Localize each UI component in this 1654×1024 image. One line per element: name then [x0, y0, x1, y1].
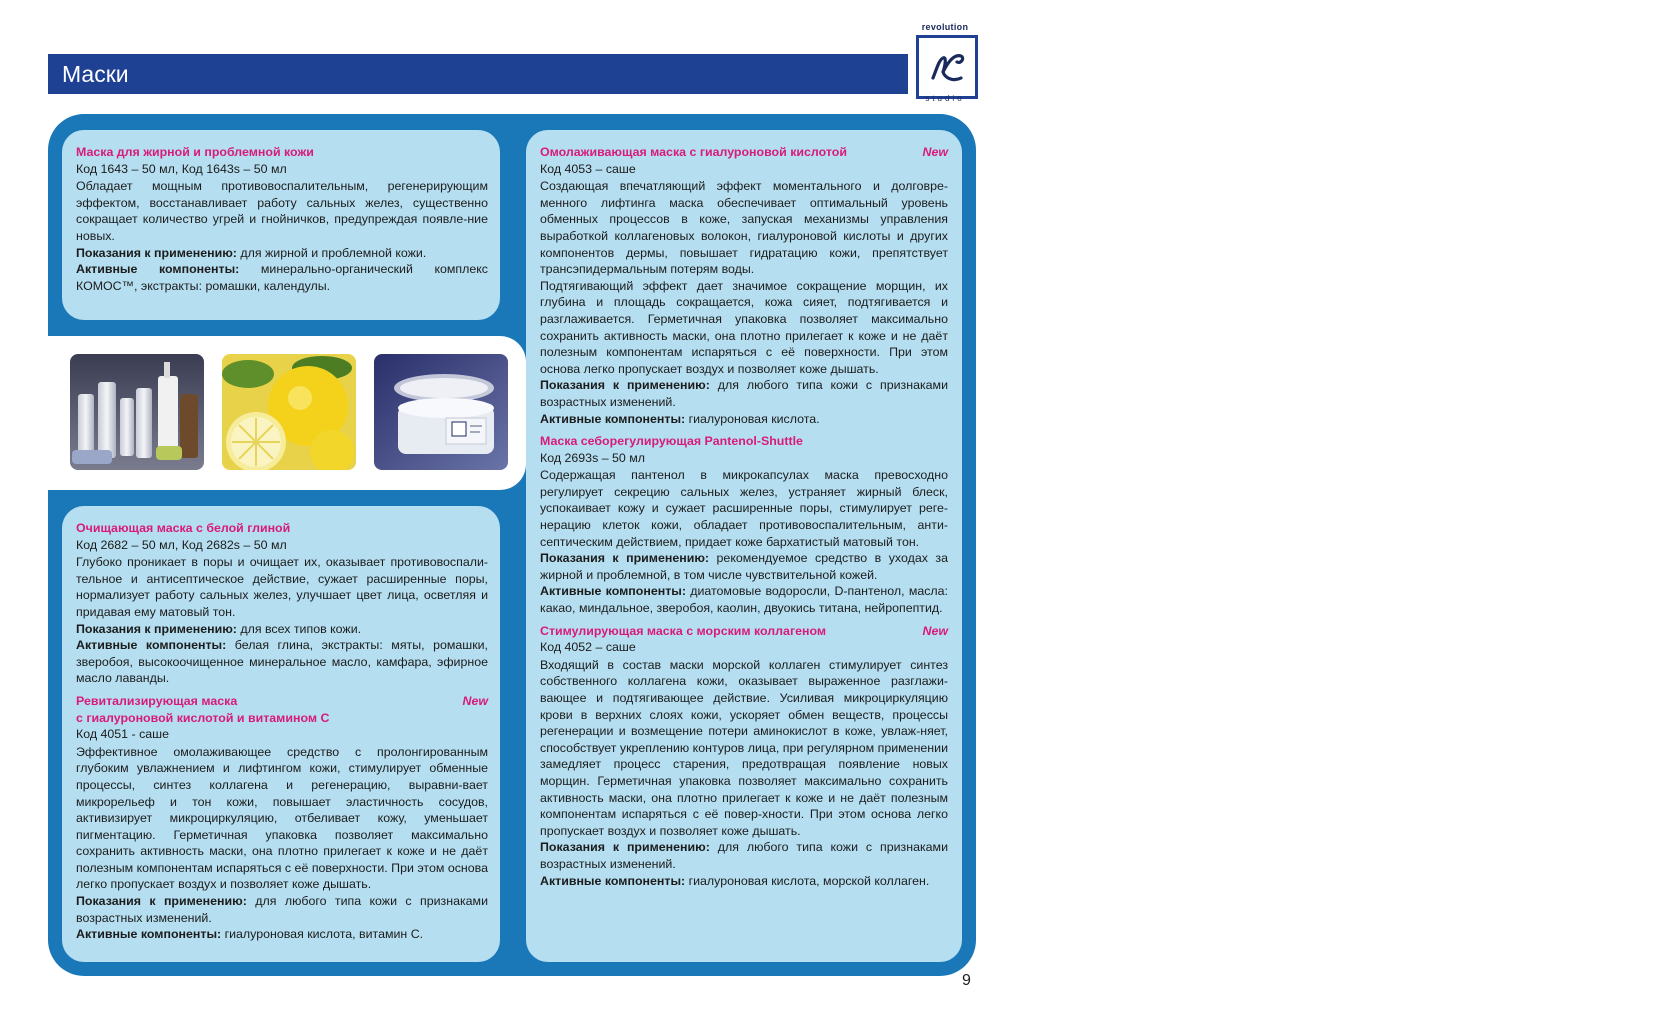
product-bottles-photo — [70, 354, 204, 470]
product-components — [540, 583, 948, 616]
product-card-left-bottom — [62, 506, 500, 962]
components-label: Активные компоненты: — [540, 584, 686, 599]
product-clay — [76, 520, 488, 687]
indications-label: Показания к применению: — [76, 245, 237, 260]
components-text: белая глина, экстракты: мяты, ромашки, зверобоя, высокоочищенное минеральное масло, камфара, эфирное масло лаванды. — [76, 638, 488, 686]
product-rejuv — [540, 144, 948, 427]
product-title-line2: с гиалуроновой кислотой и витамином С — [76, 710, 330, 725]
product-card-oily — [62, 130, 500, 320]
section-header-bar — [48, 54, 908, 94]
indications-text: для всех типов кожи. — [236, 621, 362, 636]
product-title-row — [540, 144, 948, 161]
product-components — [76, 261, 488, 294]
product-title-row — [76, 693, 488, 726]
lemons-photo — [222, 354, 356, 470]
indications-label: Показания к применению: — [540, 551, 710, 566]
product-code: Код 4052 – саше — [540, 640, 636, 655]
product-sebo — [540, 433, 948, 617]
product-indications — [540, 839, 948, 872]
indications-text: рекомендуемое средство в уходах за жирной и проблемной, в том числе чувствительной кожей. — [540, 551, 948, 582]
product-title — [76, 693, 329, 726]
indications-text: для любого типа кожи с признаками возрастных изменений. — [540, 378, 948, 409]
product-components — [540, 411, 948, 428]
components-label: Активные компоненты: — [76, 927, 222, 942]
cream-jar-photo — [374, 354, 508, 470]
brand-logo — [912, 22, 978, 104]
product-description: Создающая впечатляющий эффект моментального и долговре-менного лифтинга маска обеспечивает оптимальный уровень обменных процессов в коже, запуская механизмы управления выработкой коллагеновых волокон, гиалуроновой кислоты и других компонентов дермы, повышает гидратацию кожи, препятствует трансэпидермальным потерям воды. — [540, 179, 948, 277]
indications-label: Показания к применению: — [540, 840, 710, 855]
components-text: гиалуроновая кислота. — [685, 411, 820, 426]
product-title: Стимулирующая маска с морским коллагеном — [540, 623, 827, 638]
components-label: Активные компоненты: — [76, 262, 240, 277]
product-description: Глубоко проникает в поры и очищает их, оказывает противовоспали-тельное и антисептическое действие, сужает расширенные поры, нормализует работу сальных желез, улучшает цвет лица, осветляя и придавая ему матовый тон. — [76, 555, 488, 619]
product-description: Входящий в состав маски морской коллаген стимулирует синтез собственного коллагена кожи, оказывает выраженное разглажи-вающее и подтягивающее действие. Усиливая микроциркуляцию крови в верхних слоях кожи, ускоряет обмен веществ, процессы регенерации и возмещение потери аминокислот в коже, увлаж-няет, способствует укреплению контуров лица, при регулярном применении замедляет процесс старения, предотвращая появление новых морщин. Герметичная упаковка позволяет максимально сохранить активность маски, она плотно прилегает к коже и не даёт полезным компонентам испаряться с её повер-хности. При этом основа легко пропускает воздух и позволяет коже дышать. — [540, 657, 948, 838]
page-number: 9 — [962, 972, 971, 989]
product-indications — [76, 621, 488, 638]
components-label: Активные компоненты: — [76, 638, 227, 653]
components-text: минерально-органический комплекс КОМОС™, экстракты: ромашки, календулы. — [76, 262, 488, 293]
product-code: Код 1643 – 50 мл, Код 1643s – 50 мл — [76, 161, 287, 176]
photo-strip — [48, 336, 526, 490]
logo-box — [916, 35, 978, 99]
components-text: диатомовые водоросли, D-пантенол, масла: какао, миндальное, зверобоя, каолин, двуокись титана, нейропептид. — [540, 584, 948, 616]
new-badge: New — [462, 693, 488, 708]
indications-label: Показания к применению: — [76, 621, 237, 636]
product-title: Маска себорегулирующая Pantenol-Shuttle — [540, 434, 803, 449]
product-components — [76, 637, 488, 687]
product-title-row — [540, 623, 948, 640]
indications-text: для любого типа кожи с признаками возрастных изменений. — [540, 840, 948, 871]
product-revital — [76, 693, 488, 943]
product-indications — [76, 245, 488, 262]
product-title: Омолаживающая маска с гиалуроновой кислотой — [540, 145, 847, 159]
product-card-right — [526, 130, 962, 962]
product-code: Код 4053 – саше — [540, 161, 636, 176]
logo-r-icon — [919, 38, 975, 96]
product-code: Код 2682 – 50 мл, Код 2682s – 50 мл — [76, 537, 287, 552]
logo-bottom-text: studio — [925, 94, 965, 103]
product-collagen — [540, 623, 948, 890]
product-code: Код 4051 - саше — [76, 727, 170, 742]
indications-label: Показания к применению: — [540, 378, 710, 393]
new-badge: New — [922, 623, 948, 638]
product-title-line1: Ревитализирующая маска — [76, 693, 238, 708]
product-description-2: Подтягивающий эффект дает значимое сокращение морщин, их глубина и площадь сокращается, кожа сияет, подтягивается и разглаживается. Герметичная упаковка позволяет максимально сохранить активность маски, она плотно прилегает к коже и не даёт полезным компонентам испаряться с её поверхности. При этом основа легко пропускает воздух и позволяет коже дышать. — [540, 278, 948, 376]
components-text: гиалуроновая кислота, витамин С. — [221, 927, 424, 942]
product-indications — [76, 893, 488, 926]
product-description: Содержащая пантенол в микрокапсулах маска превосходно регулирует секрецию сальных желез, устраняет жирный блеск, успокаивает кожу и сужает расширенные поры, стимулирует реге-нерацию клеток кожи, обладает противовоспалительным, анти-септическим действием, придает коже бархатистый матовый тон. — [540, 468, 948, 549]
product-description: Обладает мощным противовоспалительным, регенерирующим эффектом, восстанавливает работу сальных желез, существенно сокращает количество угрей и гнойничков, предупреждая появле-ние новых. — [76, 179, 488, 243]
product-indications — [540, 550, 948, 583]
product-code: Код 2693s – 50 мл — [540, 450, 646, 465]
product-description: Эффективное омолаживающее средство с пролонгированным глубоким увлажнением и лифтингом кожи, стимулирует обменные процессы, синтез коллагена и регенерацию, выравни-вает микрорельеф и тон кожи, повышает эластичность сосудов, активизирует микроциркуляцию, отбеливает кожу, уменьшает пигментацию. Герметичная упаковка позволяет максимально сохранить активность маски, она плотно прилегает к коже и не даёт полезным компонентам испаряться с её поверхности. При этом основа легко пропускает воздух и позволяет коже дышать. — [76, 744, 488, 892]
product-indications — [540, 377, 948, 410]
product-title: Очищающая маска с белой глиной — [76, 521, 291, 535]
product-components — [540, 873, 948, 890]
product-components — [76, 926, 488, 943]
indications-label: Показания к применению: — [76, 894, 247, 909]
components-label: Активные компоненты: — [540, 873, 686, 888]
indications-text: для любого типа кожи с признаками возрастных изменений. — [76, 894, 488, 925]
components-text: гиалуроновая кислота, морской коллаген. — [685, 873, 930, 888]
product-title: Маска для жирной и проблемной кожи — [76, 145, 314, 159]
section-title: Маски — [62, 61, 129, 87]
logo-top-text: revolution — [921, 22, 969, 32]
new-badge: New — [922, 145, 948, 159]
components-label: Активные компоненты: — [540, 411, 686, 426]
indications-text: для жирной и проблемной кожи. — [236, 245, 427, 260]
